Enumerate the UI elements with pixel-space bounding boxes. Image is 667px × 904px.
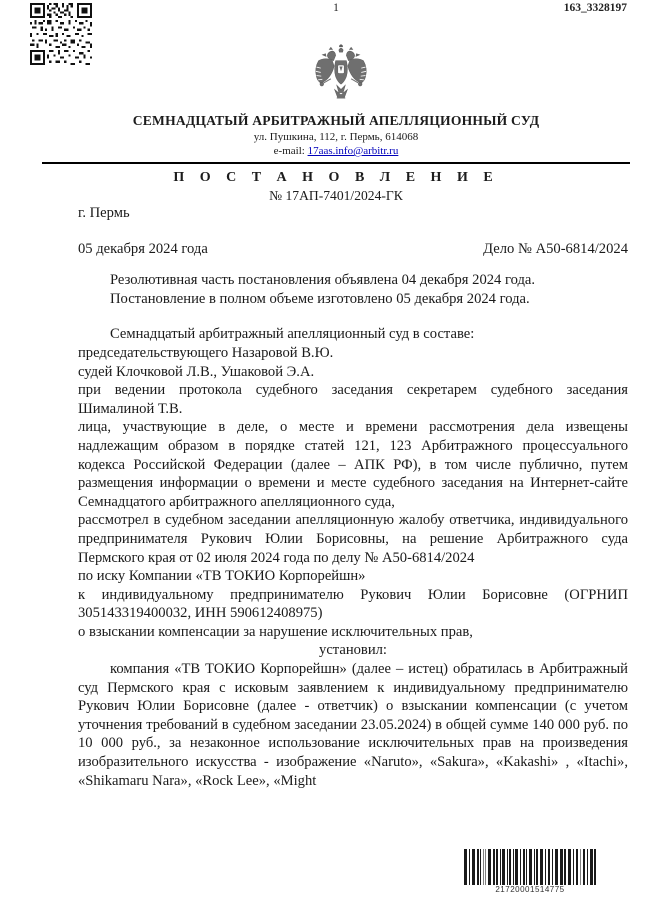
notice-paragraph: лица, участвующие в деле, о месте и времени рассмотрения дела извещены надлежащим образом в порядке статей 121, 123 Арбитражного процессуального кодекса Российской Федерации (далее – АПК РФ), в том числе публично, путем размещения информации о времени и месте судебного заседания на Интернет-сайте Семнадцатого арбитражного апелляционного суда, (78, 419, 628, 510)
judges-line: судей Клочковой Л.В., Ушаковой Э.А. (78, 363, 315, 380)
resolution-line-2: Постановление в полном объеме изготовлено 05 декабря 2024 года. (110, 290, 530, 307)
claim-subject-line: о взыскании компенсации за нарушение исключительных прав, (78, 623, 473, 640)
court-header (42, 112, 630, 204)
document-number: № 17АП-7401/2024-ГК (269, 188, 403, 203)
claim-by-line: по иску Компании «ТВ ТОКИО Корпорейшн» (78, 568, 366, 585)
document-id: 163_3328197 (563, 2, 627, 14)
secretary-line: при ведении протокола судебного заседания секретарем судебного заседания Шималиной Т.В. (78, 382, 628, 417)
document-body (78, 204, 628, 790)
email-line (42, 145, 630, 158)
court-name: СЕМНАДЦАТЫЙ АРБИТРАЖНЫЙ АПЕЛЛЯЦИОННЫЙ СУД (132, 113, 540, 128)
city-line: г. Пермь (78, 205, 130, 221)
coat-of-arms-icon (309, 43, 373, 105)
email-link[interactable]: 17aas.info@arbitr.ru (307, 145, 399, 157)
claim-against-line: к индивидуальному предпринимателю Рукович Юлии Борисовне (ОГРНИП 305143319400032, ИНН 590612408975) (78, 586, 628, 622)
email-label: e-mail: (273, 145, 308, 157)
composition-intro: Семнадцатый арбитражный апелляционный суд в составе: (110, 326, 475, 343)
header-divider (42, 162, 630, 164)
established-paragraph: компания «ТВ ТОКИО Корпорейшн» (далее – истец) обратилась в Арбитражный суд Пермского края с исковым заявлением к индивидуальному предпринимателю Рукович Юлии Борисовне (далее - ответчик) о взыскании компенсации (с учетом уточнения требований в судебном заседании 23.05.2024) в общей сумме 140 000 руб. по 10 000 руб., за незаконное использование исключительных прав на произведения изобразительного искусства - изображение «Naruto», «Sakura», «Kakashi» , «Itachi», «Shikamaru Nara», «Rock Lee», «Might (78, 661, 628, 789)
decision-date: 05 декабря 2024 года (78, 240, 208, 257)
court-address: ул. Пушкина, 112, г. Пермь, 614068 (253, 131, 419, 143)
barcode-number: 21720001514775 (495, 885, 565, 894)
court-composition-block (78, 325, 628, 641)
qr-code-icon (30, 3, 92, 65)
document-type-title: П О С Т А Н О В Л Е Н И Е (173, 170, 499, 185)
considered-paragraph: рассмотрел в судебном заседании апелляционную жалобу ответчика, индивидуального предпринимателя Рукович Юлии Борисовны, на решение Арбитражного суда Пермского края от 02 июля 2024 года по делу № А50-6814/2024 (78, 512, 628, 566)
established-heading: установил: (319, 642, 387, 659)
page-number: 1 (333, 2, 339, 14)
case-number: Дело № А50-6814/2024 (483, 240, 628, 257)
barcode-icon (464, 849, 596, 885)
presiding-judge: председательствующего Назаровой В.Ю. (78, 344, 334, 361)
barcode-block (462, 849, 598, 894)
date-case-row (78, 240, 628, 259)
resolution-block (78, 271, 628, 308)
resolution-line-1: Резолютивная часть постановления объявлена 04 декабря 2024 года. (110, 272, 536, 289)
